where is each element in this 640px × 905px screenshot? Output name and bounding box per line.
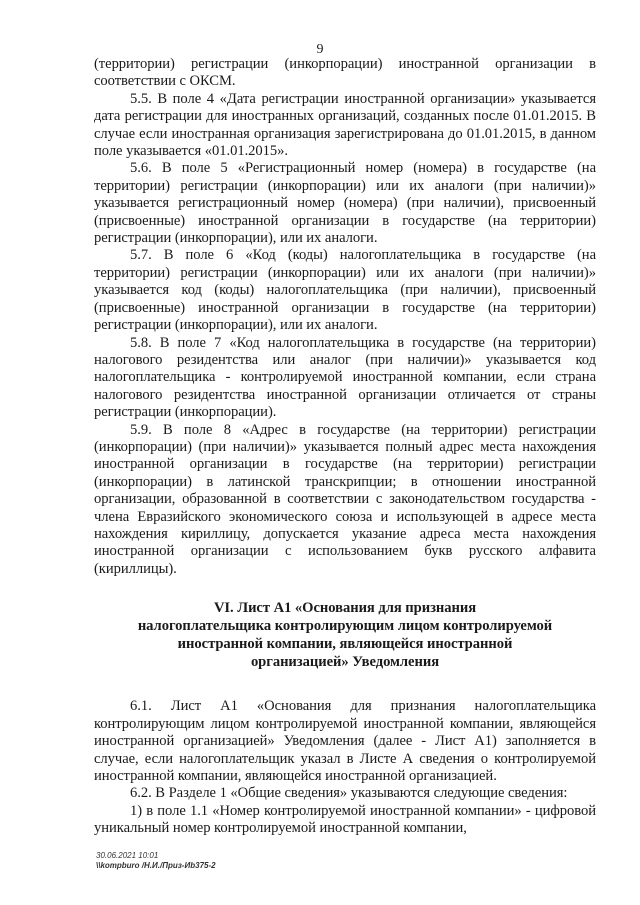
- paragraph-continuation: (территории) регистрации (инкорпорации) иностранной организации в соответствии с ОКСМ.: [94, 56, 596, 90]
- document-footer: [96, 851, 216, 871]
- section-heading: [94, 600, 596, 671]
- section-heading-line: иностранной компании, являющейся иностранной: [177, 635, 513, 652]
- paragraph-5-5: 5.5. В поле 4 «Дата регистрации иностранной организации» указывается дата регистрации для иностранных организаций, созданных после 01.01.2015. В случае если иностранная организация зарегистрирована до 01.01.2015, в данном поле указывается «01.01.2015».: [94, 90, 596, 160]
- paragraph-5-6: 5.6. В поле 5 «Регистрационный номер (номера) в государстве (на территории) регистрации (инкорпорации) или их аналоги (при наличии)» указывается регистрационный номер (номера) (при наличии), присвоенный (присвоенные) иностранной организации в государстве (на территории) регистрации (инкорпорации), или их аналоги.: [94, 160, 596, 247]
- paragraph-5-8: 5.8. В поле 7 «Код налогоплательщика в государстве (на территории) налогового резидентства или аналог (при наличии)» указывается код налогоплательщика - контролируемой иностранной компании, если страна налогового резидентства иностранной организации отличается от страны регистрации (инкорпорации).: [94, 334, 596, 421]
- paragraph-5-9: 5.9. В поле 8 «Адрес в государстве (на территории) регистрации (инкорпорации) (при наличии)» указывается полный адрес места нахождения иностранной организации в государстве (на территории) регистрации (инкорпорации) в латинской транскрипции; в отношении иностранной организации, образованной в соответствии с законодательством государства - члена Евразийского экономического союза и использующей в адресе места нахождения кириллицу, допускается указание адреса места нахождения иностранной организации с использованием букв русского алфавита (кириллицы).: [94, 421, 596, 577]
- paragraph-6-1: 6.1. Лист А1 «Основания для признания налогоплательщика контролирующим лицом контролируемой иностранной компании, являющейся иностранной организацией» Уведомления (далее - Лист А1) заполняется в случае, если налогоплательщик указал в Листе А сведения о контролируемой иностранной компании, являющейся иностранной организацией.: [94, 698, 596, 784]
- paragraph-6-2: 6.2. В Разделе 1 «Общие сведения» указываются следующие сведения:: [130, 785, 568, 802]
- paragraph-6-2-item-1: 1) в поле 1.1 «Номер контролируемой иностранной компании» - цифровой уникальный номер контролируемой иностранной компании,: [94, 802, 596, 837]
- section-heading-line: налогоплательщика контролирующим лицом контролируемой: [137, 617, 553, 634]
- section-heading-line: организацией» Уведомления: [250, 653, 440, 670]
- section-heading-line: VI. Лист А1 «Основания для признания: [213, 600, 477, 617]
- paragraph-5-7: 5.7. В поле 6 «Код (коды) налогоплательщика в государстве (на территории) регистрации (инкорпорации) или их аналоги (при наличии)» указывается код (коды) налогоплательщика (при наличии), присвоенный (присвоенные) иностранной организации в государстве (на территории) регистрации (инкорпорации), или их аналоги.: [94, 247, 596, 334]
- footer-file-stamp: \\kompburo /Н.И./Приз-Иb375-2: [96, 861, 216, 870]
- page-number: 9: [316, 42, 324, 57]
- footer-timestamp: 30.06.2021 10:01: [96, 851, 159, 860]
- document-body: [94, 56, 596, 838]
